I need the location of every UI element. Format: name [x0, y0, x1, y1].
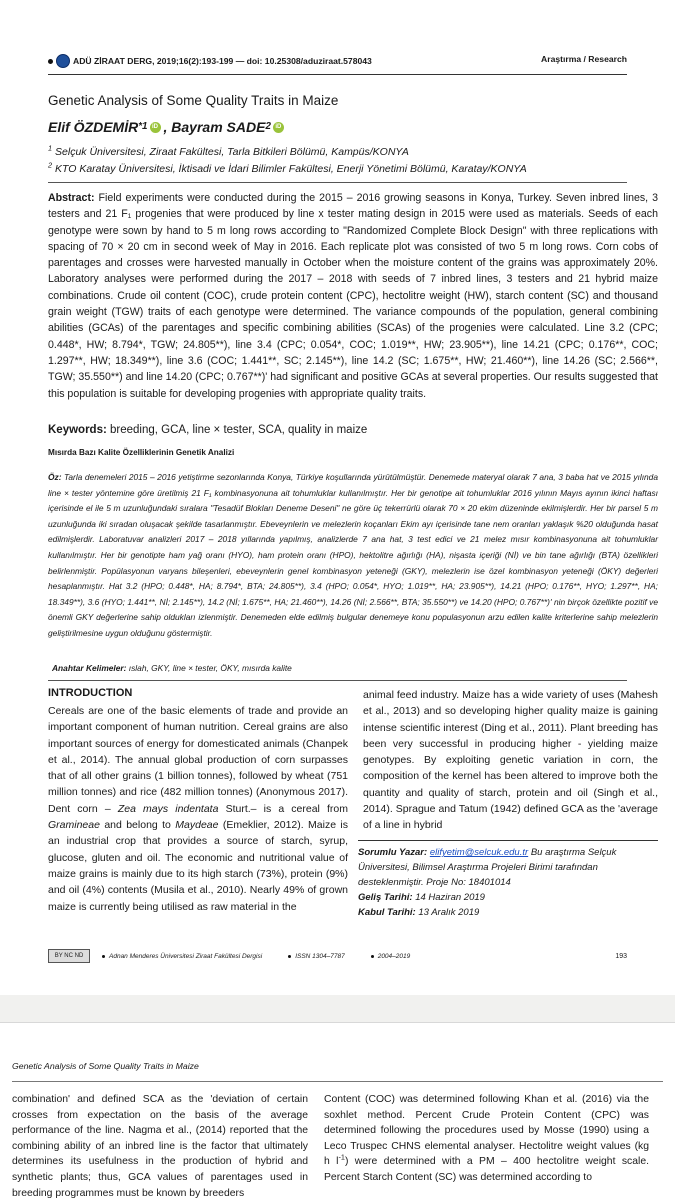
footer-years: 2004–2019 [377, 952, 411, 960]
abstract-label: Abstract: [48, 192, 95, 204]
abstract-rule-bottom [48, 680, 627, 681]
page-number: 193 [615, 952, 627, 960]
keywords [48, 424, 367, 436]
page-footer [48, 949, 627, 963]
introduction-heading: INTRODUCTION [48, 687, 133, 699]
received-date: 14 Haziran 2019 [415, 892, 485, 903]
footer-publisher: Adnan Menderes Üniversitesi Ziraat Fakültesi Dergisi [109, 952, 263, 960]
section-label: Araştırma / Research [541, 54, 627, 64]
corresponding-author-label: Sorumlu Yazar: [358, 847, 428, 858]
oz-text: Tarla denemeleri 2015 – 2016 yetiştirme sezonlarında Konya, Türkiye koşullarında yürütülmüştür. Denemede materyal olarak 7 ana, 3 baba hat ve 2015 yılında line × tester yöntemine göre üretilmiş 21 F₁ kombinasyonuna ait tohumluklar kullanılmıştır. Her bir genotipe ait tohumluklar 2016 yılının Mayıs ayının ikinci haftası içerisinde el ile 5 m uzunluğundaki sıralara "Tesadüf Blokları Deneme Deseni" ne göre üç tekerrürlü olarak 70 × 20 ekim düzeninde ekilmişlerdir. Her bir parsel 5 m uzunluğunda iki sıradan oluşacak şekilde tasarlanmıştır. Ebeveynlerin ve melezlerin koçanları Ekim ayı içerisinde tane nem oranları yaklaşık %20 olduğunda hasat edilmişlerdir. Laboratuvar analizleri 2017 – 2018 yıllarında yapılmış, analizlerde 7 ana hat, 3 test edici ve 21 melez mısır kombinasyonuna ait tohumluklar kullanılmıştır. Her bir genotipte ham yağ oranı (HYO), ham protein oranı (HPO), hektolitre ağırlığı (HA), nişasta içeriği (Nİ) ve bin tane ağırlığı (BTA) özellikleri belirlenmiştir. Popülasyonun varyans bileşenleri, ebeveynlerin genel kombinasyon yeteneği (GKY), melezlerin ise özel kombinasyon yeteneği (ÖKY) değerleri hesaplanmıştır. Hat 3.2 (HPO; 0.448*, HA; 8.794*, BTA; 24.805**), 3.4 (HPO; 0.054*, HYO; 1.019**, HA; 23.905**), 14.21 (HPO; 0.176**, HYO; 1.297**, HA; 18.349**), 3.6 (HYO; 1.441**, Nİ; 2.145**), 14.2 (Nİ; 1.675**, HA; 21.460**), 14.26 (Nİ; 2.566**, BTA; 35.550**) ve 14.20 (HPO; 0.767**)' nin birçok özellikte pozitif ve önemli GKY değerlerine sahip oldukları izlenmiştir. Denemeden elde edilmiş bulgular denemeye konu populasyonun arzu edilen kalite kriterlerine sahip melezlerin geliştirilmesine uygun olduğunu göstermiştir. [48, 472, 658, 638]
author-1: Elif ÖZDEMİR [48, 119, 139, 135]
oz-label: Öz: [48, 472, 62, 482]
turkish-keywords [52, 663, 292, 673]
page-2 [0, 1022, 675, 1201]
accepted-label: Kabul Tarihi: [358, 907, 416, 918]
keywords-label: Keywords: [48, 424, 107, 436]
running-title: Genetic Analysis of Some Quality Traits in Maize [12, 1061, 199, 1071]
orcid-icon[interactable]: iD [150, 122, 161, 133]
turkish-abstract [48, 470, 658, 642]
author-list: Elif ÖZDEMİR *1 iD , Bayram SADE 2 iD [48, 119, 287, 135]
affiliation-2: $^2$ KTO Karatay Üniversitesi, İktisadi ve İdari Bilimler Fakültesi, Enerji Yönetimi Bölümü, Karatay/KONYA [48, 160, 527, 175]
page2-column-1: combination' and defined SCA as the 'deviation of certain crosses from expectation on the basis of the average performance of the line. Nagma et al., (2014) reported that the combining ability of an inbred line is the factor that ultimately determines its usefulness in the production of hybrid and synthetic plants; thus, GCA values of parentages used in breeding programmes must be known by breeders [12, 1094, 308, 1199]
bullet-icon [288, 955, 291, 958]
creative-commons-license-icon[interactable]: BY NC ND [48, 949, 90, 963]
footer-issn: ISSN 1304–7787 [295, 952, 345, 960]
anahtar-text: ıslah, GKY, line × tester, ÖKY, mısırda kalite [128, 663, 292, 673]
family-name: Gramineae [48, 819, 100, 832]
header-rule [48, 74, 627, 75]
tribe-name: Maydeae [175, 819, 219, 832]
bullet-icon [371, 955, 374, 958]
intro-column-2: animal feed industry. Maize has a wide variety of uses (Mahesh et al., 2013) and so developing higher quality maize is gaining intense scientific interest (Ding et al., 2011). Plant breeding has been very successful in producing higher - yielding maize genotypes. By exploiting genetic variation in corn, the composition of the kernel has been altered to improve both the quantity and quality of starch, protein and oil (Singh et al., 2014). Sprague and Tatum (1942) defined GCA as the 'average of a line in hybrid [363, 689, 658, 832]
journal-citation: ADÜ ZİRAAT DERG, 2019;16(2):193-199 — doi: 10.25308/aduziraat.578043 [73, 56, 372, 66]
species-name: Zea mays indentata [117, 802, 219, 815]
journal-header [48, 52, 627, 70]
intro-column-1: Cereals are one of the basic elements of trade and provide an important component of human nutrition. Cereal grains are also important sources of energy for domesticated animals (Chanpek et al., 2014). The annual global production of corn surpasses that of all other grains (1 billion tonnes), followed by wheat (751 million tonnes) and rice (482 million tonnes) (Anonymous 2017). Dent corn – Zea mays indentata Sturt.– is a cereal from Gramineae and belong to Maydeae (Emeklier, 2012). Maize is an industrial crop that provides a source of starch, syrup, glucose, gluten and oil. The economic and nutritional value of maize grains is mainly due to its high starch (73%), protein (9%) and oil (4%) contents (Musila et al., 2010). Nearly 49% of grown maize is currently being utilised as raw material in the [48, 705, 348, 913]
affiliation-1: $^1$ Selçuk Üniversitesi, Ziraat Fakültesi, Tarla Bitkileri Bölümü, Kampüs/KONYA [48, 143, 409, 158]
accepted-date: 13 Aralık 2019 [418, 907, 480, 918]
author-email-link[interactable]: elifyetim@selcuk.edu.tr [429, 847, 529, 858]
page2-column-2: Content (COC) was determined following Khan et al. (2016) via the soxhlet method. Percent Crude Protein Content (CPC) was determined following the procedures used by Mosse (1990) using a Leco Truspec CHNS elemental analyser. Hectolitre weight values (kg h $l^{-1}$) were determined with a PM – 400 hectolitre weight scale. Percent Starch Content (SC) was determined according to [324, 1094, 649, 1183]
funding-note: Bu araştırma Selçuk Üniversitesi, Bilimsel Araştırma Projeleri Birimi tarafından desteklenmiştir. Proje No: 18401014 [358, 847, 617, 888]
university-logo-icon [56, 54, 70, 68]
correspondence-box [358, 840, 658, 920]
bullet-icon [102, 955, 105, 958]
orcid-icon[interactable]: iD [273, 122, 284, 133]
author-2: Bayram SADE [171, 119, 266, 135]
turkish-title: Mısırda Bazı Kalite Özelliklerinin Genetik Analizi [48, 448, 235, 457]
abstract-rule-top [48, 182, 627, 183]
anahtar-label: Anahtar Kelimeler: [52, 663, 127, 673]
abstract [48, 190, 658, 402]
bullet-icon [48, 59, 53, 64]
paper-title: Genetic Analysis of Some Quality Traits in Maize [48, 93, 339, 108]
abstract-text: Field experiments were conducted during the 2015 – 2016 growing seasons in Konya, Turkey. Seven inbred lines, 3 testers and 21 F₁ progenies that were produced by line x tester mating design in 2015 were used as materials. Seeds of each genotype were sown by hand to 5 m long rows according to "Randomized Complete Block Design" with three replications with spacing of 70 × 20 cm in second week of May in 2016. Each replicate plot was consisted of two 5 m long rows. Corn cobs of parentages and crosses were harvested manually in October when the moisture content of the grains was approximately 20%. Laboratory analyses were performed during the 2017 – 2018 with seeds of 7 inbred lines, 3 testers and 21 hybrid maize combinations. Crude oil content (COC), crude protein content (CPC), hectolitre weight (HW), starch content (SC) and thousand grain weight (TGW) traits of each genotype were determined. The variance compounds of the population, general combining abilities (GCAs) of the parentages and specific combining abilities (SCAs) of the progenies were calculated. Line 3.2 (CPC; 0.448*, HW; 8.794*, TGW; 24.805**), line 3.4 (CPC; 0.054*, COC; 1.019**, HW; 23.905**), line 14.21 (CPC; 0.176**, COC; 1.297**, HW; 18.349**), line 3.6 (COC; 1.441**, SC; 2.145**), line 14.2 (SC; 1.675**, HW; 21.460**), line 14.26 (SC; 2.566**, TGW; 35.550**) and line 14.20 (CPC; 0.767**)' had significant and positive GCAs at several properties. Our results suggested that this population is suitable for developing progenies with appropriate quality traits. [48, 192, 658, 400]
received-label: Geliş Tarihi: [358, 892, 413, 903]
running-title-rule [12, 1081, 663, 1082]
keywords-text: breeding, GCA, line × tester, SCA, quality in maize [110, 424, 368, 436]
